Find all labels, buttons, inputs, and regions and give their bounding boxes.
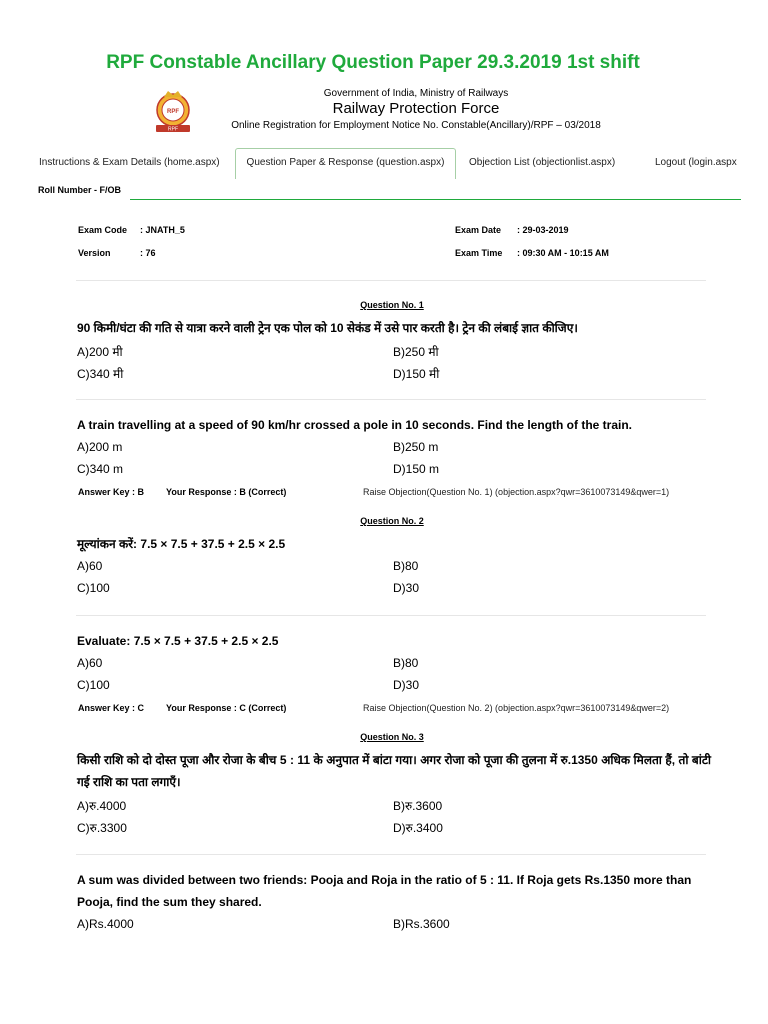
option-d: D)30 (393, 581, 420, 595)
answer-key: Answer Key : B (78, 487, 145, 497)
question-text-hindi: किसी राशि को दो दोस्त पूजा और रोजा के बीच 5 : 11 के अनुपात में बांटा गया। अगर रोजा को पूजा की तुलना में रु.1350 अधिक मिलता हैं, तो बांटी गई राशि का पता लगाएँ। (77, 753, 711, 789)
option-d: D)150 m (393, 462, 440, 476)
version-label: Version (78, 248, 111, 258)
version-value: : 76 (140, 248, 156, 258)
question-number: Question No. 1 (360, 300, 424, 310)
option-a: A)60 (77, 656, 103, 670)
question-text-hindi: मूल्यांकन करें: 7.5 × 7.5 + 37.5 + 2.5 × 2.5 (77, 537, 286, 551)
emblem-text: RPF (167, 109, 179, 115)
exam-code-label: Exam Code (78, 225, 128, 235)
exam-date-value: : 29-03-2019 (517, 225, 569, 235)
divider (76, 854, 706, 855)
emblem-banner-text: RPF (168, 126, 178, 133)
option-a: A)200 m (77, 440, 123, 454)
option-b: B)250 m (393, 440, 439, 454)
option-b: B)रु.3600 (393, 799, 443, 813)
option-c: C)100 (77, 678, 110, 692)
option-b: B)Rs.3600 (393, 917, 450, 931)
question-text-hindi: 90 किमी/घंटा की गति से यात्रा करने वाली ट्रेन एक पोल को 10 सेकंड में उसे पार करती है। ट्रेन की लंबाई ज्ञात कीजिए। (77, 321, 578, 335)
option-c: C)340 मी (77, 367, 124, 381)
answer-key: Answer Key : C (78, 703, 145, 713)
question-text-english: A sum was divided between two friends: Pooja and Roja in the ratio of 5 : 11. If Roja gets Rs.1350 more than Pooja, find the sum they shared. (77, 873, 692, 909)
document-title: RPF Constable Ancillary Question Paper 29.3.2019 1st shift (106, 52, 640, 73)
option-c: C)340 m (77, 462, 124, 476)
option-b: B)80 (393, 559, 419, 573)
option-d: D)30 (393, 678, 420, 692)
option-d: D)150 मी (393, 367, 440, 381)
question-text-english: A train travelling at a speed of 90 km/hr crossed a pole in 10 seconds. Find the length of the train. (77, 418, 633, 432)
question-number: Question No. 2 (360, 516, 424, 526)
tab-objection-list[interactable]: Objection List (objectionlist.aspx) (469, 157, 616, 168)
question-number: Question No. 3 (360, 732, 424, 742)
option-b: B)80 (393, 656, 419, 670)
option-c: C)100 (77, 581, 110, 595)
employment-notice: Online Registration for Employment Notice No. Constable(Ancillary)/RPF – 03/2018 (231, 120, 601, 131)
exam-time-label: Exam Time (455, 248, 503, 258)
your-response: Your Response : C (Correct) (166, 703, 287, 713)
tab-instructions[interactable]: Instructions & Exam Details (home.aspx) (39, 157, 220, 168)
government-line: Government of India, Ministry of Railways (323, 88, 509, 99)
divider (76, 280, 706, 281)
option-b: B)250 मी (393, 345, 439, 359)
option-c: C)रु.3300 (77, 821, 127, 835)
exam-date-label: Exam Date (455, 225, 502, 235)
option-a: A)Rs.4000 (77, 917, 134, 931)
option-a: A)रु.4000 (77, 799, 127, 813)
option-d: D)रु.3400 (393, 821, 443, 835)
raise-objection-link[interactable]: Raise Objection(Question No. 1) (objection.aspx?qwr=3610073149&qwer=1) (363, 487, 670, 497)
header-divider (130, 199, 741, 200)
option-a: A)200 मी (77, 345, 123, 359)
raise-objection-link[interactable]: Raise Objection(Question No. 2) (objection.aspx?qwr=3610073149&qwer=2) (363, 703, 670, 713)
question-text-english: Evaluate: 7.5 × 7.5 + 37.5 + 2.5 × 2.5 (77, 634, 279, 648)
roll-number: Roll Number - F/OB (38, 185, 121, 195)
exam-time-value: : 09:30 AM - 10:15 AM (517, 248, 609, 258)
tab-logout[interactable]: Logout (login.aspx (655, 157, 737, 168)
your-response: Your Response : B (Correct) (166, 487, 287, 497)
divider (76, 615, 706, 616)
organization-name: Railway Protection Force (332, 100, 500, 117)
exam-code-value: : JNATH_5 (140, 225, 185, 235)
divider (76, 399, 706, 400)
rpf-emblem-icon (150, 89, 196, 135)
option-a: A)60 (77, 559, 103, 573)
tab-question-paper[interactable]: Question Paper & Response (question.aspx) (235, 148, 456, 179)
